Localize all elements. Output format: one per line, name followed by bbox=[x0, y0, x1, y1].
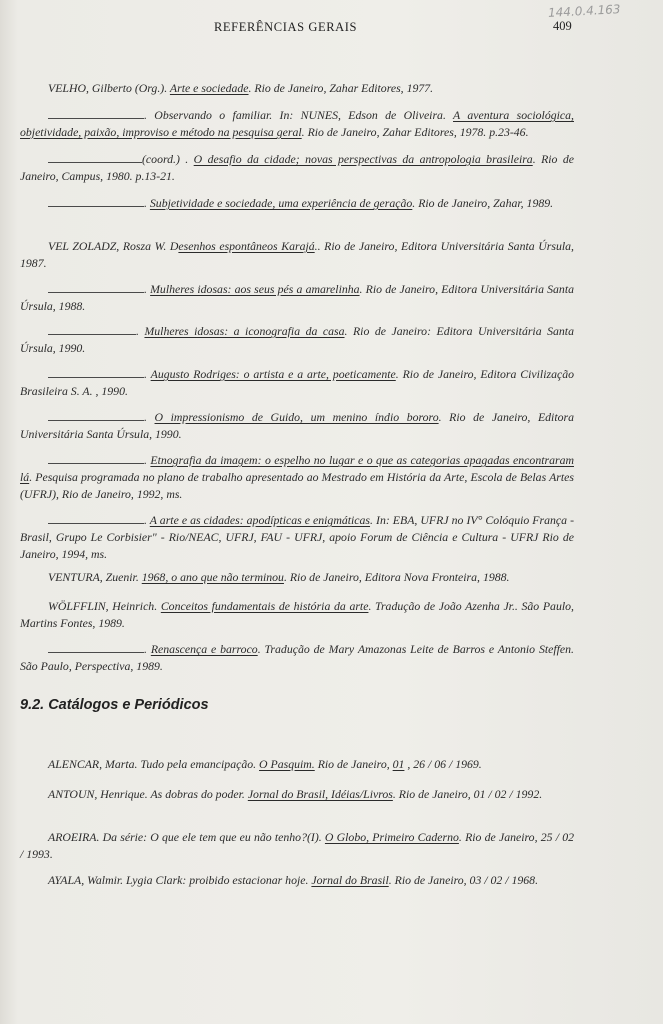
repeat-author-rule bbox=[48, 642, 144, 653]
reference-title: esenhos espontâneos Karajá bbox=[178, 239, 315, 253]
repeat-author-rule bbox=[48, 367, 144, 378]
reference-title: A arte e as cidades: apodípticas e enigmáticas bbox=[149, 513, 371, 527]
reference-entry: . A arte e as cidades: apodípticas e enigmáticas. In: EBA, UFRJ no IV° Colóquio França - Brasil, Grupo Le Corbisier" - Rio/NEAC, UFRJ, FAU - UFRJ, apoio Forum de Ciência e Cultura - UFRJ Rio de Janeiro, 1994, ms. bbox=[20, 513, 574, 561]
reference-entry: VEL ZOLADZ, Rosza W. Desenhos espontâneos Karajá.. Rio de Janeiro, Editora Universitária Santa Úrsula, 1987. bbox=[20, 239, 574, 270]
reference-entry: . Etnografia da imagem: o espelho no lugar e o que as categorias apagadas encontraram lá. Pesquisa programada no plano de trabalho apresentado ao Mestrado em História da Arte, Escola de Belas Artes (UFRJ), Rio de Janeiro, 1992, ms. bbox=[20, 453, 574, 501]
repeat-author-rule bbox=[48, 324, 136, 335]
repeat-author-rule bbox=[48, 513, 144, 524]
reference-entry: . Observando o familiar. In: NUNES, Edson de Oliveira. A aventura sociológica, objetividade, paixão, improviso e método na pesquisa geral. Rio de Janeiro, Zahar Editores, 1978. p.23-46. bbox=[20, 108, 574, 139]
periodical-entry: ANTOUN, Henrique. As dobras do poder. Jornal do Brasil, Idéias/Livros. Rio de Janeiro, 01 / 02 / 1992. bbox=[48, 787, 543, 801]
repeat-author-rule bbox=[48, 108, 144, 119]
reference-entry: . Subjetividade e sociedade, uma experiência de geração. Rio de Janeiro, Zahar, 1989. bbox=[20, 195, 574, 212]
periodical-entry: ALENCAR, Marta. Tudo pela emancipação. O Pasquim. Rio de Janeiro, 01 , 26 / 06 / 1969. bbox=[48, 757, 482, 771]
reference-title: O desafio da cidade; novas perspectivas da antropologia brasileira bbox=[193, 152, 533, 166]
periodical-title: Jornal do Brasil bbox=[311, 873, 389, 887]
periodical-entry: AYALA, Walmir. Lygia Clark: proibido estacionar hoje. Jornal do Brasil. Rio de Janeiro, 03 / 02 / 1968. bbox=[48, 873, 539, 887]
reference-title: Augusto Rodriges: o artista e a arte, poeticamente bbox=[150, 367, 396, 381]
reference-entry: . Mulheres idosas: aos seus pés a amarelinha. Rio de Janeiro, Editora Universitária Santa Úrsula, 1988. bbox=[20, 282, 574, 313]
reference-entry: . Renascença e barroco. Tradução de Mary Amazonas Leite de Barros e Antonio Steffen. São Paulo, Perspectiva, 1989. bbox=[20, 642, 574, 673]
reference-title: O impressionismo de Guido, um menino índio bororo bbox=[154, 410, 439, 424]
reference-title: Conceitos fundamentais de história da arte bbox=[160, 599, 369, 613]
reference-title: A aventura sociológica, objetividade, paixão, improviso e método na pesquisa geral bbox=[20, 108, 574, 139]
reference-title: Subjetividade e sociedade, uma experiência de geração bbox=[149, 196, 413, 210]
reference-title: Mulheres idosas: a iconografia da casa bbox=[144, 324, 345, 338]
repeat-author-rule bbox=[48, 152, 142, 163]
periodical-title: O Globo, Primeiro Caderno bbox=[324, 830, 459, 844]
reference-title: Arte e sociedade bbox=[169, 81, 249, 95]
reference-entry: VENTURA, Zuenir. 1968, o ano que não terminou. Rio de Janeiro, Editora Nova Fronteira, 1988. bbox=[48, 570, 510, 584]
repeat-author-rule bbox=[48, 453, 144, 464]
pencil-annotation: 144.0.4.163 bbox=[547, 2, 621, 20]
reference-entry: VELHO, Gilberto (Org.). Arte e sociedade. Rio de Janeiro, Zahar Editores, 1977. bbox=[48, 81, 434, 95]
periodical-title: O Pasquim. bbox=[259, 757, 315, 771]
page-number: 409 bbox=[553, 19, 572, 33]
reference-entry: WÖLFFLIN, Heinrich. Conceitos fundamentais de história da arte. Tradução de João Azenha Jr.. São Paulo, Martins Fontes, 1989. bbox=[20, 599, 574, 630]
section-heading: 9.2. Catálogos e Periódicos bbox=[20, 697, 209, 713]
reference-entry: (coord.) . O desafio da cidade; novas perspectivas da antropologia brasileira. Rio de Janeiro, Campus, 1980. p.13-21. bbox=[20, 152, 575, 183]
reference-entry: . O impressionismo de Guido, um menino índio bororo. Rio de Janeiro, Editora Universitária Santa Úrsula, 1990. bbox=[20, 410, 574, 441]
reference-title: Renascença e barroco bbox=[150, 642, 258, 656]
running-head bbox=[0, 2, 663, 38]
repeat-author-rule bbox=[48, 282, 144, 293]
running-title: REFERÊNCIAS GERAIS bbox=[214, 20, 358, 34]
reference-entry: . Mulheres idosas: a iconografia da casa. Rio de Janeiro: Editora Universitária Santa Úrsula, 1990. bbox=[20, 324, 574, 355]
issue-number: 01 bbox=[392, 757, 405, 771]
reference-entry: . Augusto Rodriges: o artista e a arte, poeticamente. Rio de Janeiro, Editora Civilização Brasileira S. A. , 1990. bbox=[20, 367, 575, 398]
repeat-author-rule bbox=[48, 410, 144, 421]
reference-title: 1968, o ano que não terminou bbox=[141, 570, 284, 584]
repeat-author-rule bbox=[48, 196, 144, 207]
reference-title: Etnografia da imagem: o espelho no lugar e o que as categorias apagadas encontraram lá bbox=[20, 453, 574, 484]
periodical-entry: AROEIRA. Da série: O que ele tem que eu não tenho?(I). O Globo, Primeiro Caderno. Rio de Janeiro, 25 / 02 / 1993. bbox=[20, 830, 574, 861]
periodical-title: Jornal do Brasil, Idéias/Livros bbox=[247, 787, 393, 801]
reference-title: Mulheres idosas: aos seus pés a amarelinha bbox=[150, 282, 360, 296]
